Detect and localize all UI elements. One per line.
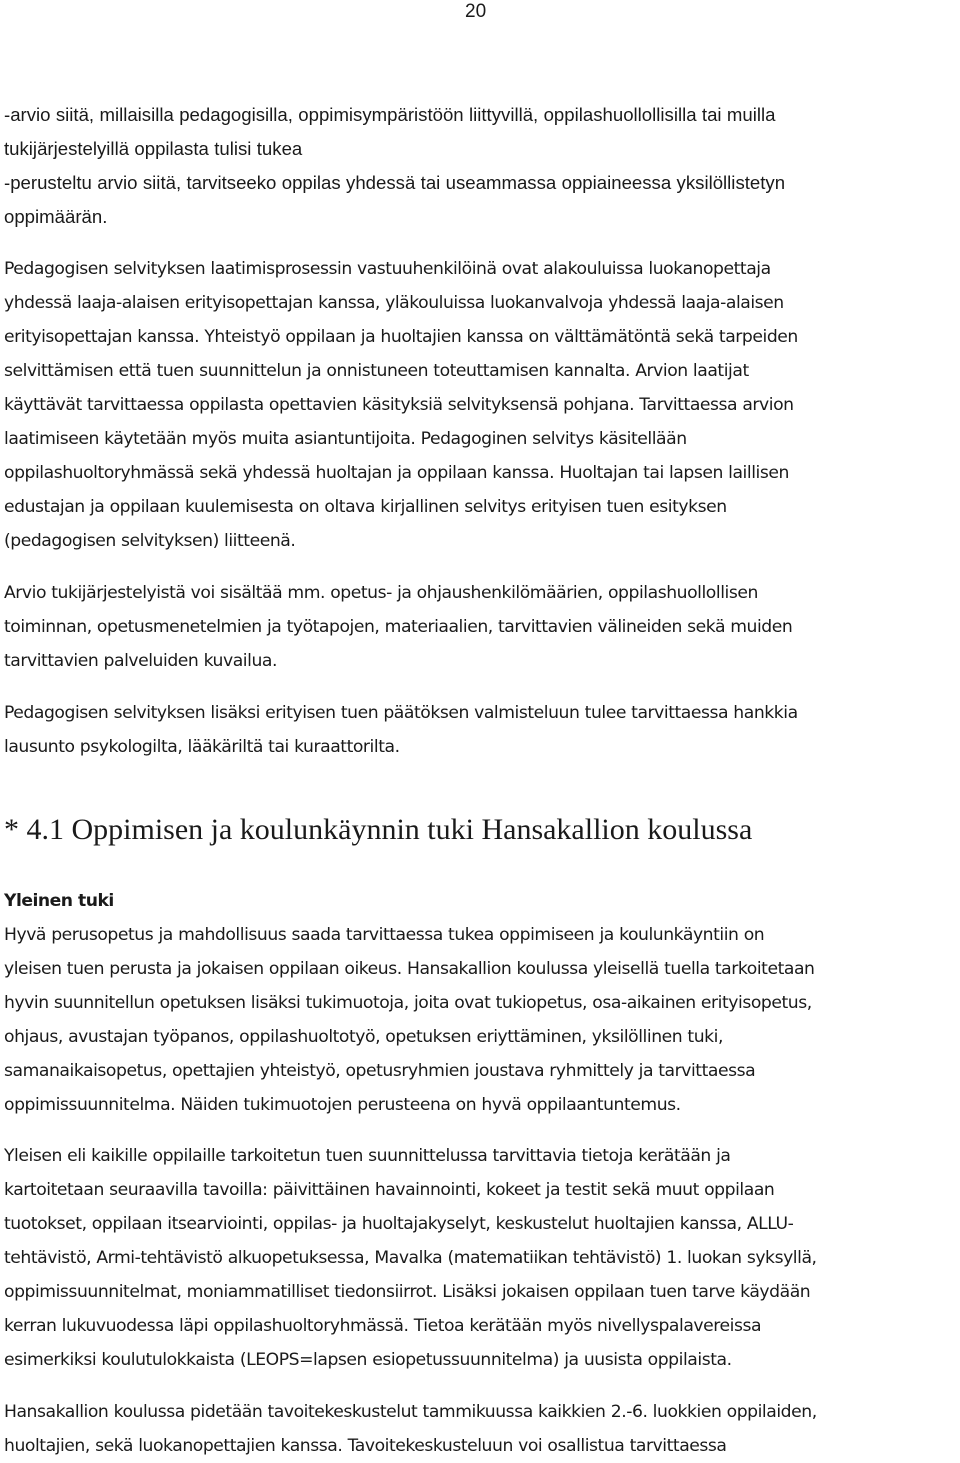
paragraph-line: selvittämisen että tuen suunnittelun ja onnistuneen toteuttamisen kannalta. Arvion laatijat: [4, 361, 749, 381]
paragraph-line: samanaikaisopetus, opettajien yhteistyö, opetusryhmien joustava ryhmittely ja tarvittaessa: [4, 1061, 756, 1081]
paragraph-line: erityisopettajan kanssa. Yhteistyö oppilaan ja huoltajien kanssa on välttämätöntä sekä tarpeiden: [4, 327, 798, 347]
intro-list: [4, 98, 954, 234]
section-heading: * 4.1 Oppimisen ja koulunkäynnin tuki Hansakallion koulussa: [4, 813, 753, 846]
paragraph-line: (pedagogisen selvityksen) liitteenä.: [4, 531, 296, 551]
paragraph-general-support: [4, 918, 954, 1122]
paragraph-line: laatimiseen käytetään myös muita asiantuntijoita. Pedagoginen selvitys käsitellään: [4, 429, 687, 449]
intro-line: oppimäärän.: [4, 206, 108, 227]
paragraph-line: tuotokset, oppilaan itsearviointi, oppilas- ja huoltajakyselyt, keskustelut huoltajien kanssa, ALLU-: [4, 1214, 794, 1234]
paragraph-line: oppimissuunnitelma. Näiden tukimuotojen perusteena on hyvä oppilaantuntemus.: [4, 1095, 681, 1115]
paragraph-line: tarvittavien palveluiden kuvailua.: [4, 651, 277, 671]
paragraph-line: toiminnan, opetusmenetelmien ja työtapojen, materiaalien, tarvittavien välineiden sekä muiden: [4, 617, 793, 637]
paragraph-line: Hansakallion koulussa pidetään tavoitekeskustelut tammikuussa kaikkien 2.-6. luokkien oppilaiden,: [4, 1402, 817, 1422]
paragraph-line: yhdessä laaja-alaisen erityisopettajan kanssa, yläkouluissa luokanvalvoja yhdessä laaja-alaisen: [4, 293, 784, 313]
paragraph-line: Yleisen eli kaikille oppilaille tarkoitetun tuen suunnittelussa tarvittavia tietoja kerätään ja: [4, 1146, 731, 1166]
paragraph-line: oppimissuunnitelmat, moniammatilliset tiedonsiirrot. Lisäksi jokaisen oppilaan tuen tarve käydään: [4, 1282, 811, 1302]
paragraph-responsibility: [4, 252, 954, 558]
paragraph-line: ohjaus, avustajan työpanos, oppilashuoltotyö, opetuksen eriyttäminen, yksilöllinen tuki,: [4, 1027, 723, 1047]
subheading: Yleinen tuki: [4, 891, 114, 911]
paragraph-line: lausunto psykologilta, lääkäriltä tai kuraattorilta.: [4, 737, 400, 757]
paragraph-line: hyvin suunnitellun opetuksen lisäksi tukimuotoja, joita ovat tukiopetus, osa-aikainen erityisopetus,: [4, 993, 812, 1013]
paragraph-line: kerran lukuvuodessa läpi oppilashuoltoryhmässä. Tietoa kerätään myös nivellyspalavereissa: [4, 1316, 762, 1336]
paragraph-line: kartoitetaan seuraavilla tavoilla: päivittäinen havainnointi, kokeet ja testit sekä muut oppilaan: [4, 1180, 775, 1200]
paragraph-statements: [4, 696, 954, 764]
paragraph-line: oppilashuoltoryhmässä sekä yhdessä huoltajan ja oppilaan kanssa. Huoltajan tai lapsen laillisen: [4, 463, 789, 483]
intro-line: tukijärjestelyillä oppilasta tulisi tukea: [4, 138, 303, 159]
paragraph-line: edustajan ja oppilaan kuulemisesta on oltava kirjallinen selvitys erityisen tuen esityksen: [4, 497, 727, 517]
paragraph-line: Pedagogisen selvityksen lisäksi erityisen tuen päätöksen valmisteluun tulee tarvittaessa hankkia: [4, 703, 798, 723]
page-number: 20: [465, 1, 487, 22]
paragraph-data-collection: [4, 1139, 954, 1377]
paragraph-line: Pedagogisen selvityksen laatimisprosessin vastuuhenkilöinä ovat alakouluissa luokanopettaja: [4, 259, 771, 279]
paragraph-line: Hyvä perusopetus ja mahdollisuus saada tarvittaessa tukea oppimiseen ja koulunkäyntiin on: [4, 925, 765, 945]
paragraph-line: esimerkiksi koulutulokkaista (LEOPS=lapsen esiopetussuunnitelma) ja uusista oppilaista.: [4, 1350, 732, 1370]
paragraph-line: Arvio tukijärjestelyistä voi sisältää mm. opetus- ja ohjaushenkilömäärien, oppilashuollollisen: [4, 583, 758, 603]
paragraph-support-arrangements: [4, 576, 954, 678]
paragraph-line: tehtävistö, Armi-tehtävistö alkuopetuksessa, Mavalka (matematiikan tehtävistö) 1. luokan syksyllä,: [4, 1248, 817, 1268]
intro-line: -arvio siitä, millaisilla pedagogisilla, oppimisympäristöön liittyvillä, oppilashuollollisilla tai muilla: [4, 104, 776, 125]
paragraph-line: yleisen tuen perusta ja jokaisen oppilaan oikeus. Hansakallion koulussa yleisellä tuella tarkoitetaan: [4, 959, 815, 979]
paragraph-line: huoltajien, sekä luokanopettajien kanssa. Tavoitekeskusteluun voi osallistua tarvittaessa: [4, 1436, 727, 1456]
paragraph-goal-discussions: [4, 1395, 954, 1463]
intro-line: -perusteltu arvio siitä, tarvitseeko oppilas yhdessä tai useammassa oppiaineessa yksilöllistetyn: [4, 172, 786, 193]
paragraph-line: käyttävät tarvittaessa oppilasta opettavien käsityksiä selvityksensä pohjana. Tarvittaessa arvion: [4, 395, 794, 415]
